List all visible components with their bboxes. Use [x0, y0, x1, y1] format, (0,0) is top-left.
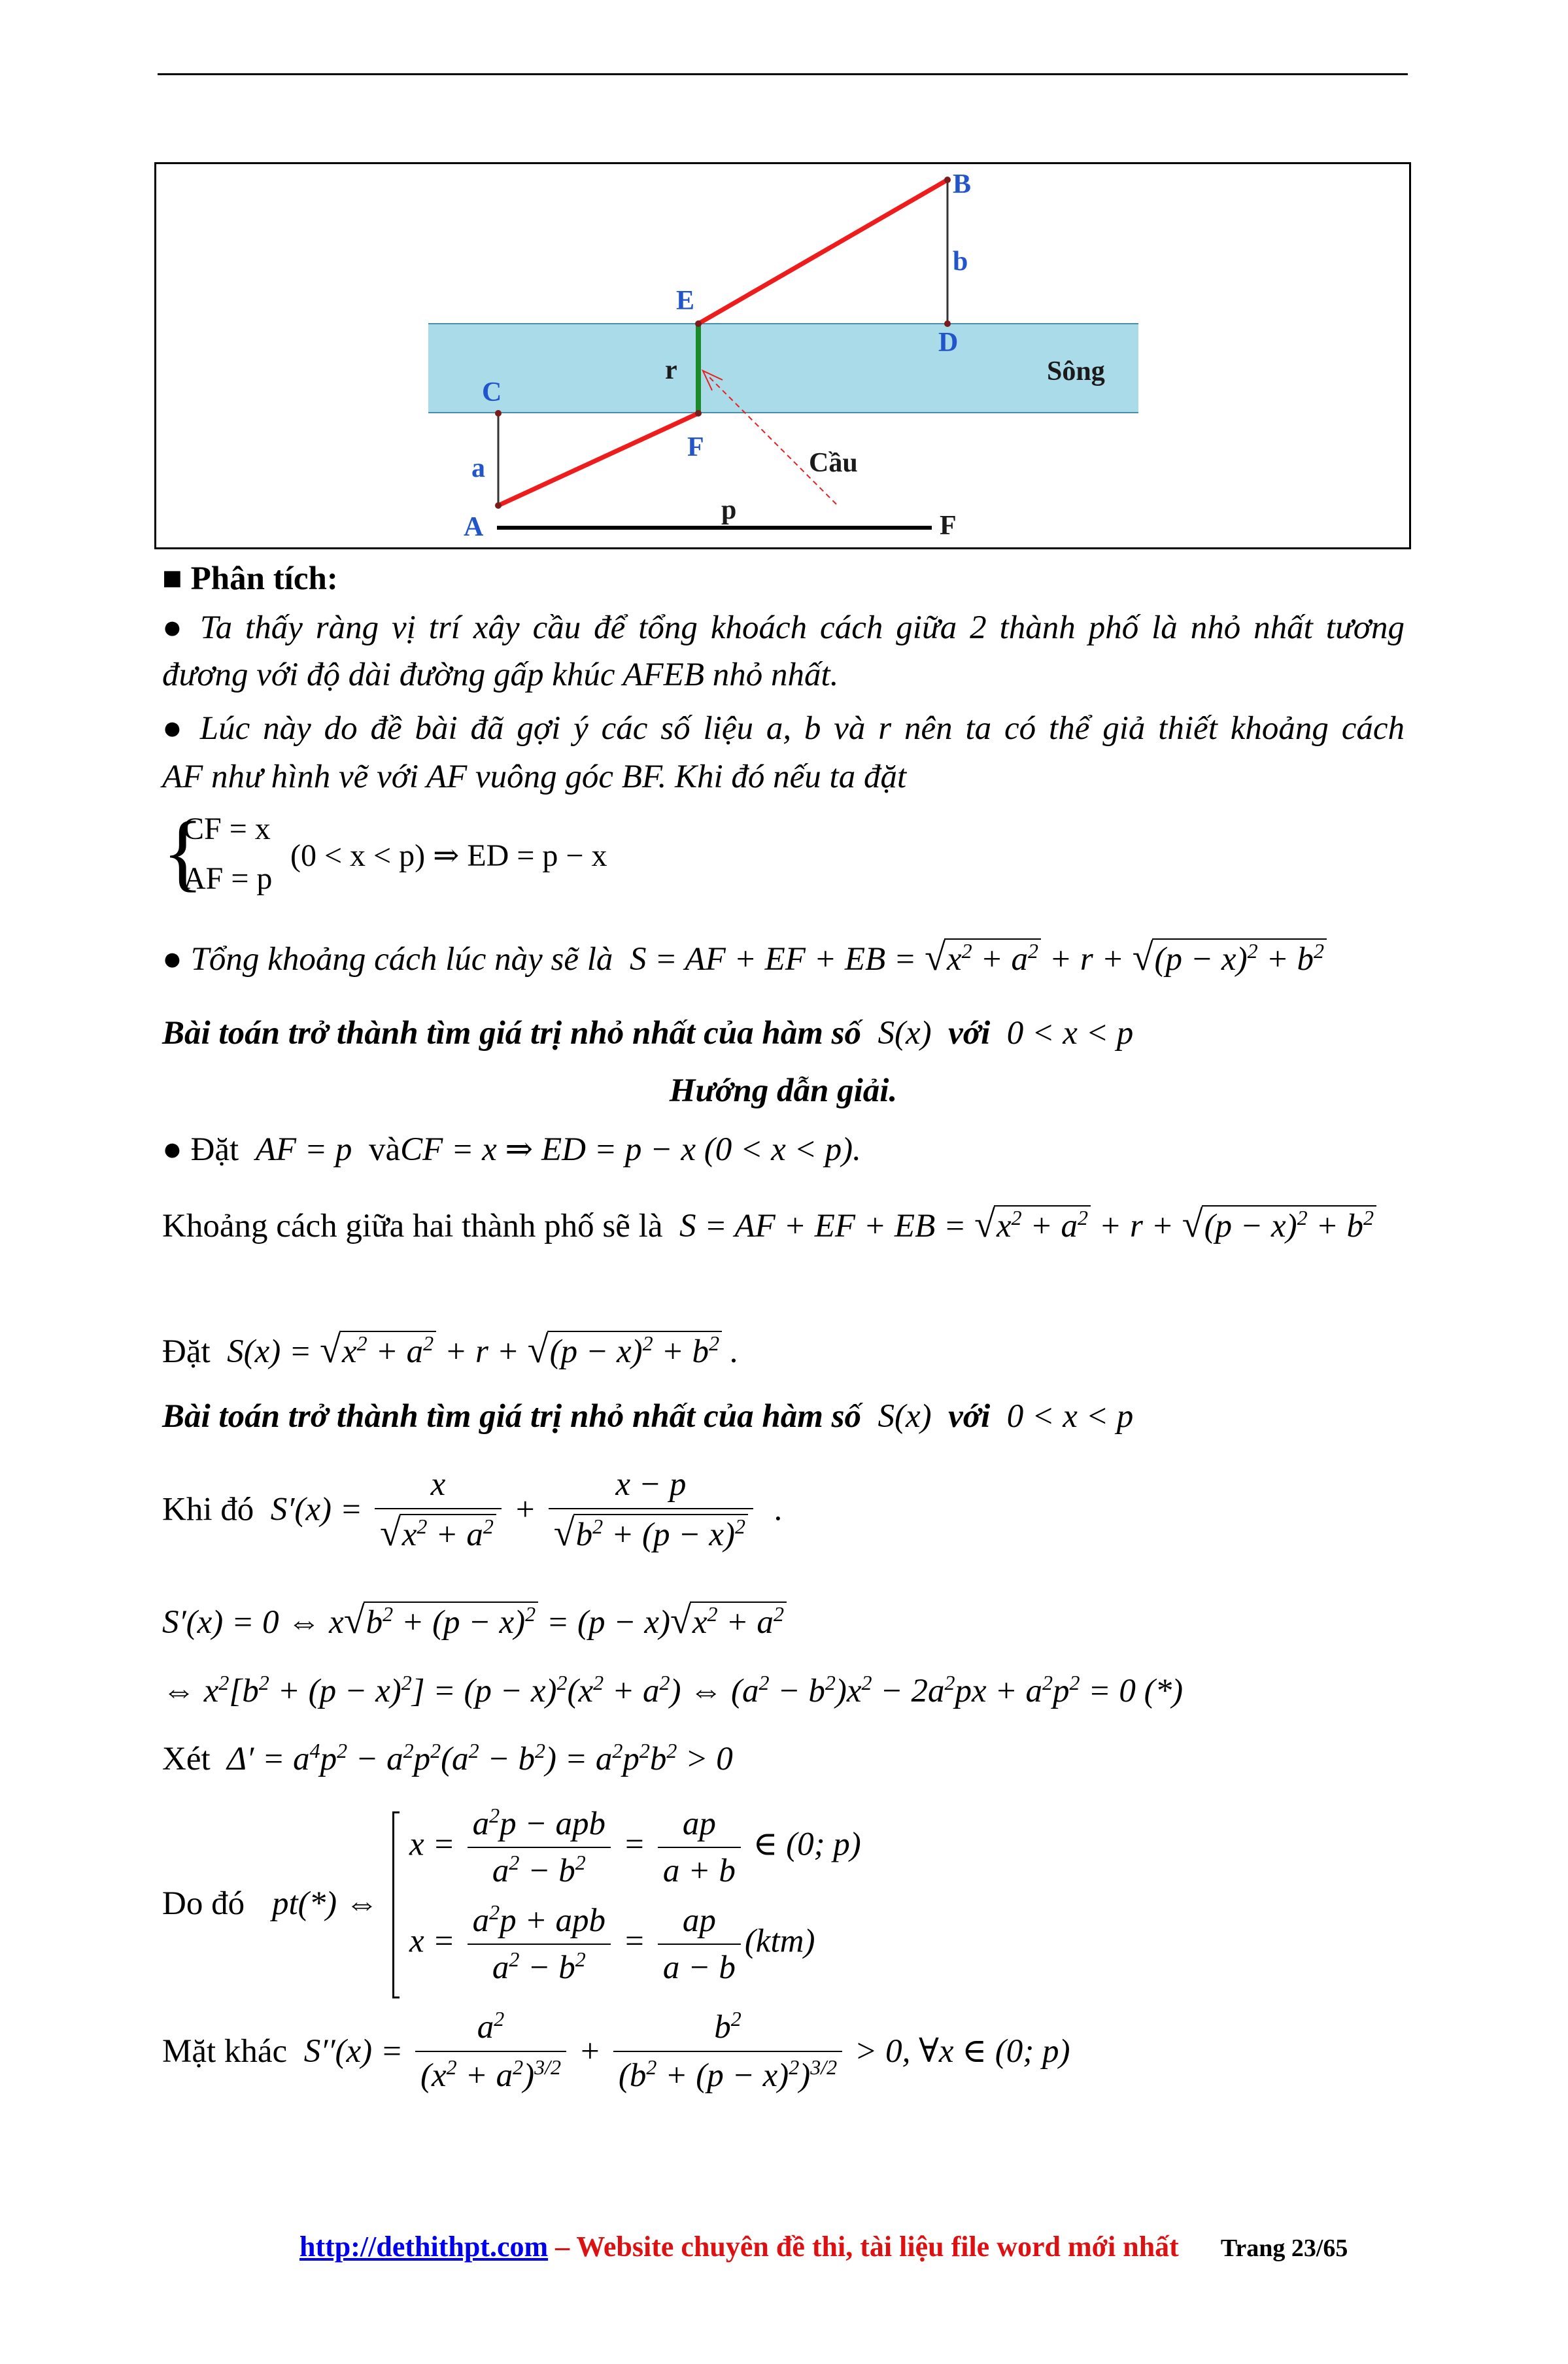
- dot-B: [944, 177, 951, 183]
- label-B: B: [953, 169, 972, 199]
- solution-equation-star: ⇔ $x^2[b^2 + (p - x)^2] = (p - x)^2(x^2 + a^2)$ ⇔ $(a^2 - b^2)x^2 - 2a^2px + a^2p^2 = 0$ (*): [162, 1671, 1184, 1709]
- analysis-p1-line2: đương với độ dài đường gấp khúc AFEB nhỏ nhất.: [162, 657, 839, 693]
- path-E-B: [698, 180, 947, 324]
- solution-derivative: Khi đó S′(x) = $\frac{x}{√x^2 + a^2}$ + $\frac{x - p}{√b^2 + (p - x)^2}$ .: [162, 1466, 783, 1554]
- label-bridge: Cầu: [809, 448, 858, 478]
- solution-discriminant: Xét $\Delta' = a^4p^2 - a^2p^2(a^2 - b^2) = a^2p^2b^2 > 0$: [162, 1739, 733, 1777]
- solution-define-S: Đặt $S(x) = √x^2 + a^2 + r + √(p - x)^2 + b^2$ .: [162, 1328, 739, 1371]
- label-C: C: [482, 377, 502, 407]
- label-F-bridge: F: [687, 432, 704, 462]
- analysis-p3: ● Tổng khoảng cách lúc này sẽ là S = AF + EF + EB = $√x^2 + a^2 + r + √(p - x)^2 + b^2$: [162, 938, 1405, 979]
- label-F-end: F: [940, 511, 957, 541]
- solution-derivative-zero: S′(x) = 0 ⇔ $x√b^2 + (p - x)^2 = (p - x)√x^2 + a^2$: [162, 1601, 1405, 1642]
- system-of-equations: { CF = x AF = p (0 < x < p) ⇒ ED = p − x: [162, 804, 607, 900]
- analysis-heading: ■ Phân tích:: [162, 560, 338, 597]
- footer-tagline: – Website chuyên đề thi, tài liệu file word mới nhất: [548, 2231, 1179, 2263]
- label-a: a: [471, 453, 485, 483]
- label-E: E: [676, 286, 695, 316]
- bridge-diagram: [154, 162, 1411, 549]
- dot-E: [695, 320, 702, 327]
- problem-statement-2: Bài toán trở thành tìm giá trị nhỏ nhất của hàm số S(x) với 0 < x < p: [162, 1398, 1134, 1435]
- label-r: r: [665, 355, 677, 385]
- solution-roots: Do đó pt(*) ⇔ x = $\frac{a^2p - apb}{a^2 - b^2}$ = $\frac{ap}{a + b}$ ∈ (0; p) x = $\frac{a^2p + apb}{a^2 - b^2}$ = $\frac{ap}{a - b}$ (ktm): [162, 1805, 1012, 2001]
- page-footer: [299, 2230, 1348, 2263]
- diagram-svg: [156, 164, 1409, 547]
- label-A: A: [464, 512, 484, 542]
- solution-second-derivative: Mặt khác S′′(x) = $\frac{a^2}{(x^2 + a^2)^{3/2}}$ + $\frac{b^2}{(b^2 + (p - x)^2)^{3/2}}$ > 0, ∀x ∈ (0; p): [162, 2007, 1070, 2094]
- analysis-p2-line2: AF như hình vẽ với AF vuông góc BF. Khi đó nếu ta đặt: [162, 759, 907, 795]
- dot-D: [944, 320, 951, 327]
- page-number: Trang 23/65: [1220, 2235, 1348, 2262]
- label-p: p: [721, 495, 737, 525]
- solution-step-set: ● Đặt AF = p vàCF = x ⇒ ED = p − x (0 < x < p).: [162, 1131, 861, 1168]
- path-A-F: [498, 413, 698, 505]
- header-rule: [158, 73, 1408, 75]
- analysis-p2-line1: ● Lúc này do đề bài đã gợi ý các số liệu a, b và r nên ta có thể giả thiết khoảng cách: [162, 710, 1405, 747]
- label-river: Sông: [1047, 356, 1105, 386]
- formula-S-total: S = AF + EF + EB = $√x^2 + a^2 + r + √(p - x)^2 + b^2$: [621, 941, 1327, 978]
- solution-heading: Hướng dẫn giải.: [669, 1072, 898, 1109]
- dot-F: [695, 410, 702, 417]
- label-D: D: [938, 328, 959, 358]
- problem-statement-1: Bài toán trở thành tìm giá trị nhỏ nhất của hàm số S(x) với 0 < x < p: [162, 1015, 1134, 1052]
- label-b: b: [953, 247, 968, 277]
- dot-C: [495, 410, 502, 417]
- solution-distance: Khoảng cách giữa hai thành phố sẽ là S = AF + EF + EB = $√x^2 + a^2 + r + √(p - x)^2 + b^2$: [162, 1205, 1405, 1246]
- dot-A: [495, 502, 502, 509]
- river-band: [428, 324, 1138, 413]
- footer-link[interactable]: http://dethithpt.com: [299, 2231, 549, 2263]
- analysis-p1-line1: ● Ta thấy ràng vị trí xây cầu để tổng khoách cách giữa 2 thành phố là nhỏ nhất tương: [162, 609, 1405, 646]
